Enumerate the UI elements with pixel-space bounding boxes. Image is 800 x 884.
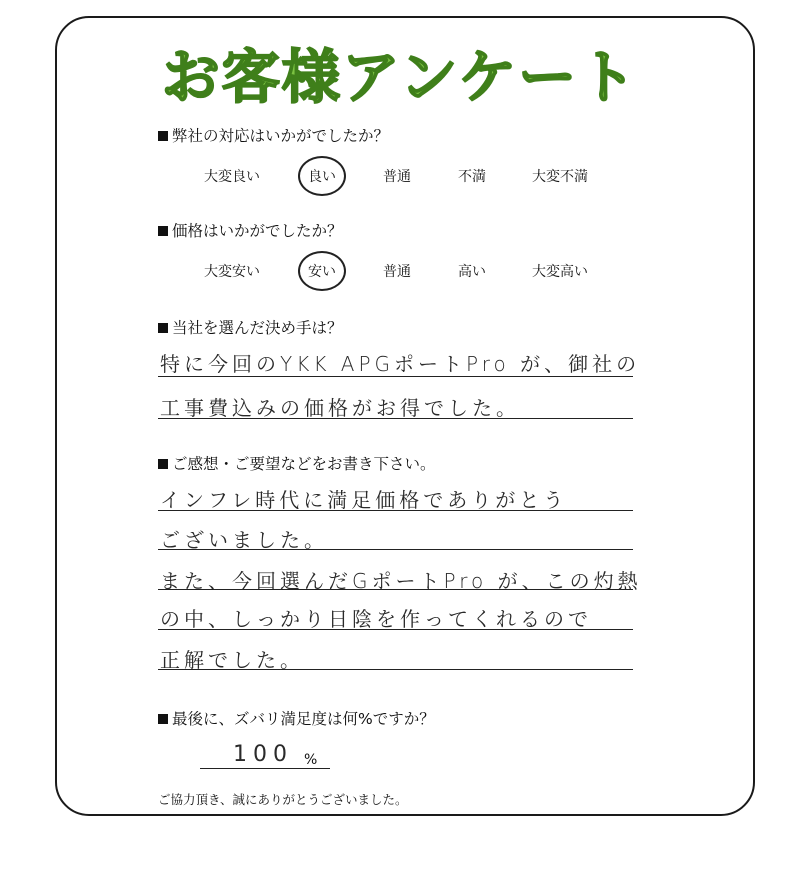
answer-4-line-1: インフレ時代に満足価格でありがとう — [160, 488, 568, 512]
question-3 — [158, 316, 343, 338]
option-very-expensive[interactable]: 大変高い — [532, 264, 588, 280]
square-bullet-icon — [158, 226, 168, 236]
square-bullet-icon — [158, 459, 168, 469]
question-4-label: ご感想・ご要望などをお書き下さい。 — [172, 455, 436, 473]
answer-4-line-3: また、今回選んだGポートPro が、この灼熱 — [160, 569, 642, 593]
question-2-label: 価格はいかがでしたか？ — [172, 222, 343, 240]
answer-rule — [158, 589, 633, 590]
option-unsatisfied[interactable]: 不満 — [458, 169, 486, 185]
answer-rule — [158, 376, 633, 377]
answer-rule — [158, 629, 633, 630]
satisfaction-value: 100 — [233, 742, 293, 767]
answer-4-line-2: ございました。 — [160, 528, 328, 552]
option-expensive[interactable]: 高い — [458, 264, 486, 280]
option-normal[interactable]: 普通 — [383, 264, 411, 280]
answer-3-line-2: 工事費込みの価格がお得でした。 — [160, 396, 520, 420]
answer-rule — [158, 669, 633, 670]
option-very-good[interactable]: 大変良い — [204, 169, 260, 185]
question-1-label: 弊社の対応はいかがでしたか？ — [172, 127, 390, 145]
answer-rule — [158, 549, 633, 550]
option-very-cheap[interactable]: 大変安い — [204, 264, 260, 280]
option-very-unsatisfied[interactable]: 大変不満 — [532, 169, 588, 185]
option-normal[interactable]: 普通 — [383, 169, 411, 185]
option-cheap-selected[interactable]: 安い — [298, 251, 346, 291]
square-bullet-icon — [158, 323, 168, 333]
answer-4-line-5: 正解でした。 — [160, 648, 304, 672]
question-4 — [158, 452, 436, 474]
answer-4-line-4: の中、しっかり日陰を作ってくれるので — [160, 607, 592, 631]
answer-rule — [158, 510, 633, 511]
question-3-label: 当社を選んだ決め手は？ — [172, 319, 343, 337]
survey-title: お客様アンケート — [161, 43, 639, 111]
option-good-selected[interactable]: 良い — [298, 156, 346, 196]
satisfaction-unit: % — [304, 752, 318, 768]
thank-you-note: ご協力頂き、誠にありがとうございました。 — [158, 792, 408, 807]
square-bullet-icon — [158, 131, 168, 141]
question-1 — [158, 124, 389, 146]
question-5-label: 最後に、ズバリ満足度は何%ですか？ — [172, 710, 435, 728]
question-2 — [158, 219, 343, 241]
square-bullet-icon — [158, 714, 168, 724]
answer-rule — [158, 418, 633, 419]
question-5 — [158, 707, 435, 729]
answer-3-line-1: 特に今回のYKK APGポートPro が、御社の — [160, 352, 641, 376]
satisfaction-rule — [200, 768, 330, 769]
